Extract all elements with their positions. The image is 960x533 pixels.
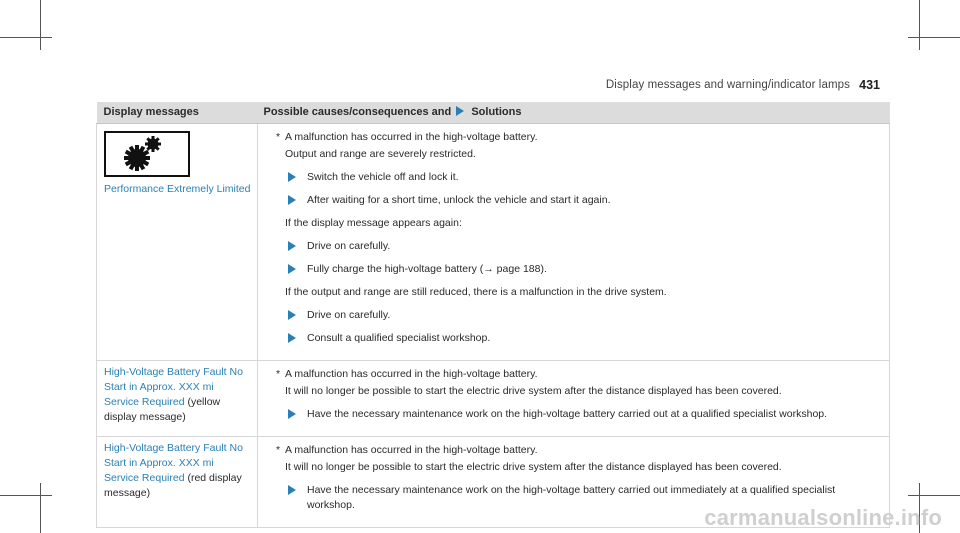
cause-paragraph — [264, 367, 883, 382]
footnote-mark: * — [276, 444, 281, 456]
cause-text: A malfunction has occurred in the high-voltage battery. — [285, 444, 538, 456]
col-header-display-messages: Display messages — [97, 102, 258, 124]
message-text: High-Voltage Battery Fault No Start in Approx. XXX mi Service Required — [104, 366, 243, 408]
solution-step — [264, 170, 883, 185]
arrow-right-icon — [288, 310, 296, 320]
cause-detail: It will no longer be possible to start the electric drive system after the distance displayed has been covered. — [285, 461, 782, 473]
cause-text: A malfunction has occurred in the high-voltage battery. — [285, 131, 538, 143]
footnote-mark: * — [276, 368, 281, 380]
message-cell — [97, 437, 258, 528]
page-number: 431 — [859, 78, 880, 92]
message-text: Performance Extremely Limited — [104, 183, 251, 195]
gears-icon — [104, 131, 190, 177]
solution-text: Have the necessary maintenance work on the high-voltage battery carried out immediately at a qualified specialist workshop. — [307, 484, 836, 511]
solution-step — [264, 239, 883, 254]
table-row — [97, 361, 890, 437]
solution-step — [264, 407, 883, 422]
crop-mark — [908, 495, 960, 496]
crop-mark — [0, 495, 52, 496]
col-header-causes — [258, 102, 890, 124]
cause-detail: Output and range are severely restricted. — [285, 148, 476, 160]
solution-text: Fully charge the high-voltage battery (→ page 188). — [307, 263, 547, 275]
message-text: High-Voltage Battery Fault No Start in Approx. XXX mi Service Required — [104, 442, 243, 484]
condition-text: If the output and range are still reduced, there is a malfunction in the drive system. — [285, 286, 667, 298]
arrow-right-icon — [288, 195, 296, 205]
watermark: carmanualsonline.info — [704, 505, 942, 530]
arrow-right-icon — [456, 106, 464, 116]
cause-paragraph — [264, 443, 883, 458]
solution-step — [264, 331, 883, 346]
causes-cell — [258, 361, 890, 437]
message-note: (red display message) — [104, 472, 242, 499]
table-header-row — [97, 102, 890, 124]
cause-paragraph — [264, 130, 883, 145]
solution-text: After waiting for a short time, unlock the vehicle and start it again. — [307, 194, 611, 206]
arrow-right-icon — [288, 264, 296, 274]
message-note: (yellow display message) — [104, 396, 221, 423]
arrow-right-icon — [288, 333, 296, 343]
crop-mark — [0, 37, 52, 38]
condition-text: If the display message appears again: — [285, 217, 462, 229]
solution-step — [264, 262, 883, 277]
crop-mark — [40, 0, 41, 50]
running-header: Display messages and warning/indicator lamps — [605, 79, 850, 91]
crop-mark — [40, 483, 41, 533]
cause-detail: It will no longer be possible to start the electric drive system after the distance displayed has been covered. — [285, 385, 782, 397]
footnote-mark: * — [276, 131, 281, 143]
message-cell — [97, 124, 258, 361]
table-row — [97, 124, 890, 361]
solution-step — [264, 193, 883, 208]
solution-text: Drive on carefully. — [307, 309, 391, 321]
arrow-right-icon — [288, 409, 296, 419]
solution-step — [264, 308, 883, 323]
message-cell — [97, 361, 258, 437]
solution-text: Have the necessary maintenance work on the high-voltage battery carried out at a qualified specialist workshop. — [307, 408, 828, 420]
causes-cell — [258, 124, 890, 361]
arrow-right-icon — [288, 485, 296, 495]
crop-mark — [919, 0, 920, 50]
col-header-solutions-label: Solutions — [471, 106, 522, 118]
arrow-right-icon — [288, 172, 296, 182]
solution-text: Drive on carefully. — [307, 240, 391, 252]
col-header-causes-label: Possible causes/consequences and — [263, 106, 452, 118]
arrow-right-icon — [288, 241, 296, 251]
display-messages-table — [96, 102, 890, 528]
cause-text: A malfunction has occurred in the high-voltage battery. — [285, 368, 538, 380]
solution-text: Switch the vehicle off and lock it. — [307, 171, 459, 183]
crop-mark — [908, 37, 960, 38]
solution-text: Consult a qualified specialist workshop. — [307, 332, 491, 344]
